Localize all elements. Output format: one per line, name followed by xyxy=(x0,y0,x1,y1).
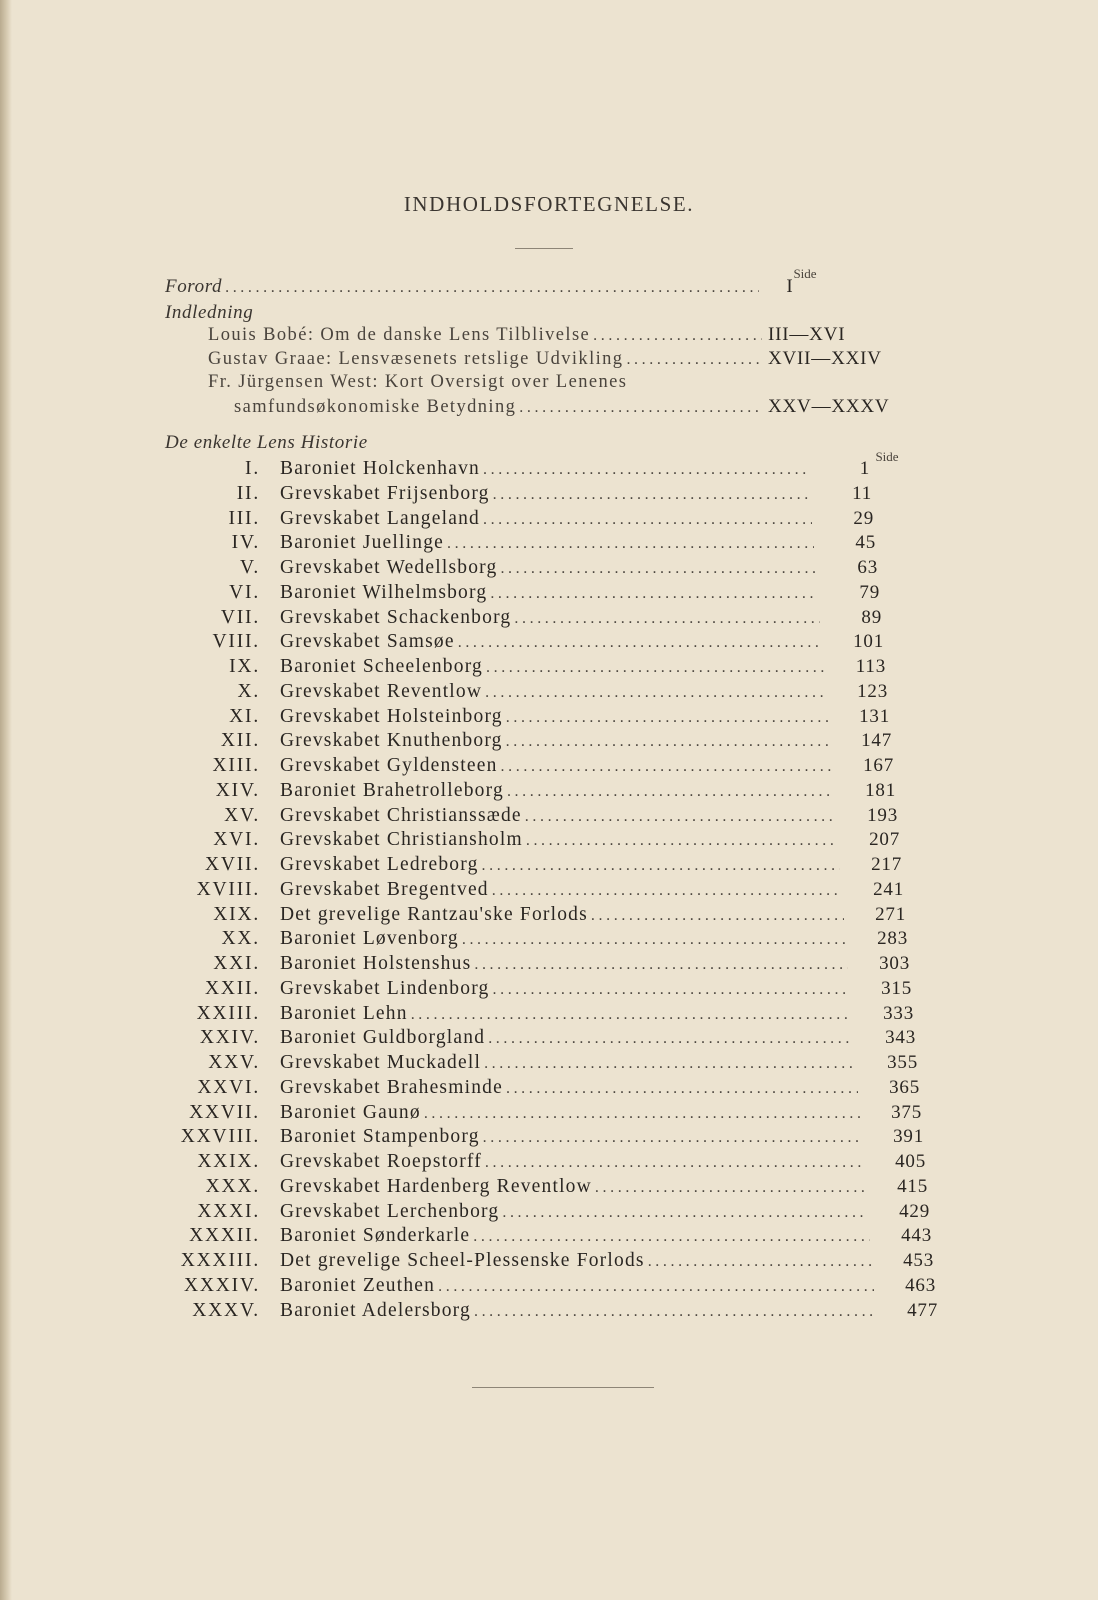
toc-entry xyxy=(150,1201,930,1223)
leader-dots xyxy=(593,327,762,345)
entry-page: 167 xyxy=(863,755,894,776)
entry-number: XXI. xyxy=(213,953,260,974)
leader-dots xyxy=(484,1055,856,1073)
leader-dots xyxy=(493,981,851,999)
entry-number: I. xyxy=(245,458,260,479)
entry-page: 405 xyxy=(895,1151,926,1172)
entry-name: Baroniet Løvenborg xyxy=(280,928,459,950)
entry-name: Grevskabet Gyldensteen xyxy=(280,755,498,776)
entry-name: Grevskabet Reventlow xyxy=(280,680,483,702)
toc-entry xyxy=(150,582,880,604)
entry-name: Det grevelige Rantzau'ske Forlods xyxy=(280,903,588,925)
entry-page: 375 xyxy=(891,1101,922,1123)
entry-number: XI. xyxy=(229,705,260,727)
leader-dots xyxy=(411,1006,852,1024)
entry-page: 113 xyxy=(855,656,886,677)
entry-name: Grevskabet Christiansholm xyxy=(280,829,523,851)
leader-dots xyxy=(225,279,759,297)
entry-number: XV. xyxy=(224,804,260,826)
toc-entry xyxy=(150,978,912,1000)
entry-name: Grevskabet Brahesminde xyxy=(280,1076,503,1098)
toc-entry xyxy=(150,829,900,851)
toc-entry xyxy=(150,1300,938,1322)
entry-number: XXIV. xyxy=(199,1027,260,1049)
toc-entry xyxy=(150,879,904,901)
leader-dots xyxy=(626,351,762,369)
toc-entry xyxy=(150,656,886,678)
entry-number: XXIX. xyxy=(197,1151,260,1172)
leader-dots xyxy=(502,1204,868,1222)
entry-number: XVI. xyxy=(213,829,260,851)
end-divider xyxy=(472,1387,654,1388)
entry-name: Baroniet Stampenborg xyxy=(280,1126,480,1148)
leader-dots xyxy=(438,1278,874,1296)
entry-number: XXXI. xyxy=(197,1200,260,1222)
toc-entry xyxy=(150,1225,932,1247)
entry-page: 283 xyxy=(877,928,908,950)
entry-page: 391 xyxy=(893,1126,924,1148)
forord-label: Forord xyxy=(165,276,223,297)
leader-dots xyxy=(447,535,814,553)
leader-dots xyxy=(501,758,832,776)
entry-name: Baroniet Guldborgland xyxy=(280,1027,486,1049)
toc-entry xyxy=(150,1176,928,1198)
leader-dots xyxy=(514,610,820,628)
toc-entry xyxy=(150,805,898,827)
entry-page: 241 xyxy=(873,878,904,900)
entry-page: 89 xyxy=(861,606,882,628)
entry-number: XXXIII. xyxy=(180,1250,260,1271)
entry-name: Grevskabet Muckadell xyxy=(280,1052,482,1073)
entry-page: 11 xyxy=(852,482,872,504)
entry-number: XII. xyxy=(220,730,260,752)
leader-dots xyxy=(591,907,844,925)
entry-page: 443 xyxy=(901,1225,932,1247)
entry-name: Grevskabet Wedellsborg xyxy=(280,557,498,578)
entry-number: II. xyxy=(236,482,260,504)
leader-dots xyxy=(474,1303,876,1321)
entry-number: III. xyxy=(228,507,260,529)
toc-entry xyxy=(150,1275,936,1297)
entry-page: 123 xyxy=(857,680,888,702)
toc-entry xyxy=(150,780,896,802)
toc-entry xyxy=(150,681,888,703)
intro-item-west xyxy=(234,396,908,418)
leader-dots xyxy=(485,684,826,702)
entry-name: Baroniet Brahetrolleborg xyxy=(280,779,504,801)
toc-entry xyxy=(150,706,890,728)
entry-name: Baroniet Holckenhavn xyxy=(280,458,480,479)
leader-dots xyxy=(507,783,834,801)
entry-name: Grevskabet Lerchenborg xyxy=(280,1200,500,1222)
title-divider xyxy=(515,248,573,249)
entry-name: Baroniet Sønderkarle xyxy=(280,1225,471,1247)
entry-page: 453 xyxy=(903,1250,934,1271)
entry-number: VI. xyxy=(229,581,260,603)
entry-name: Grevskabet Holsteinborg xyxy=(280,705,503,727)
toc-entry xyxy=(150,631,884,653)
leader-dots xyxy=(506,709,828,727)
entry-page: 303 xyxy=(879,953,910,974)
entry-name: Grevskabet Schackenborg xyxy=(280,606,512,628)
leader-dots xyxy=(424,1105,860,1123)
leader-dots xyxy=(486,659,824,677)
entry-name: Grevskabet Knuthenborg xyxy=(280,730,503,752)
entry-name: Baroniet Holstenshus xyxy=(280,953,472,974)
toc-entry xyxy=(150,928,908,950)
entry-page: 217 xyxy=(871,854,902,875)
entry-number: X. xyxy=(237,680,260,702)
entry-name: Grevskabet Lindenborg xyxy=(280,977,490,999)
toc-entry xyxy=(150,557,878,579)
side-label-lens: Side xyxy=(875,449,899,464)
intro-item-page: XXV—XXXV xyxy=(768,396,890,417)
entry-page: 477 xyxy=(907,1299,938,1321)
toc-entry xyxy=(150,953,910,975)
entry-number: XXXIV. xyxy=(184,1274,260,1296)
toc-entry-forord xyxy=(165,276,815,298)
entry-number: XXXII. xyxy=(189,1225,260,1247)
entry-number: XVIII. xyxy=(196,878,260,900)
entry-number: XIV. xyxy=(215,779,260,801)
leader-dots xyxy=(482,857,840,875)
entry-number: XIII. xyxy=(212,755,260,776)
page-title: INDHOLDSFORTEGNELSE. xyxy=(403,192,695,216)
leader-dots xyxy=(506,1080,858,1098)
entry-number: XXX. xyxy=(205,1175,260,1197)
leader-dots xyxy=(519,399,762,417)
entry-number: XX. xyxy=(221,928,260,950)
leader-dots xyxy=(490,585,818,603)
entry-page: 1 xyxy=(859,458,870,479)
entry-name: Grevskabet Bregentved xyxy=(280,878,489,900)
intro-item-title: Louis Bobé: Om de danske Lens Tilblivelse xyxy=(208,325,591,345)
entry-page: 343 xyxy=(885,1027,916,1049)
entry-page: 79 xyxy=(859,581,880,603)
entry-name: Grevskabet Samsøe xyxy=(280,631,455,653)
leader-dots xyxy=(488,1030,854,1048)
entry-page: 271 xyxy=(875,903,906,925)
intro-item-west-line1: Fr. Jürgensen West: Kort Oversigt over Lenenes xyxy=(208,372,628,392)
leader-dots xyxy=(500,560,816,578)
toc-entry xyxy=(150,458,870,480)
intro-item-title: samfundsøkonomiske Betydning xyxy=(234,397,517,417)
entry-page: 207 xyxy=(869,829,900,851)
entry-number: XXVII. xyxy=(189,1101,260,1123)
leader-dots xyxy=(493,486,810,504)
toc-entry xyxy=(150,1151,926,1173)
entry-name: Grevskabet Hardenberg Reventlow xyxy=(280,1175,592,1197)
intro-item-page: III—XVI xyxy=(768,324,846,345)
entry-number: XIX. xyxy=(213,903,260,925)
toc-entry xyxy=(150,1102,922,1124)
entry-name: Grevskabet Roepstorff xyxy=(280,1151,482,1172)
intro-heading: Indledning xyxy=(165,302,254,323)
toc-entry xyxy=(150,1003,914,1025)
entry-number: XXIII. xyxy=(196,1002,260,1024)
intro-item-title: Gustav Graae: Lensvæsenets retslige Udvikling xyxy=(208,349,624,369)
forord-page: I xyxy=(786,276,794,297)
leader-dots xyxy=(458,634,822,652)
lens-heading: De enkelte Lens Historie xyxy=(165,432,368,453)
entry-name: Det grevelige Scheel-Plessenske Forlods xyxy=(280,1250,645,1271)
leader-dots xyxy=(525,808,836,826)
toc-entry xyxy=(150,1052,918,1074)
toc-entry xyxy=(150,730,892,752)
entry-number: IV. xyxy=(231,532,260,554)
entry-page: 429 xyxy=(899,1200,930,1222)
toc-entry xyxy=(150,607,882,629)
leader-dots xyxy=(492,882,842,900)
leader-dots xyxy=(483,1129,862,1147)
entry-name: Baroniet Adelersborg xyxy=(280,1299,471,1321)
leader-dots xyxy=(474,956,848,974)
entry-number: VIII. xyxy=(212,631,260,653)
entry-page: 45 xyxy=(855,532,876,554)
toc-entry xyxy=(150,1250,934,1272)
entry-page: 181 xyxy=(865,779,896,801)
entry-page: 365 xyxy=(889,1076,920,1098)
entry-page: 29 xyxy=(853,507,874,529)
entry-number: VII. xyxy=(220,606,260,628)
toc-entry xyxy=(150,755,894,777)
entry-number: V. xyxy=(239,557,260,578)
leader-dots xyxy=(506,733,830,751)
entry-number: XXVI. xyxy=(197,1076,260,1098)
entry-name: Grevskabet Christianssæde xyxy=(280,804,522,826)
entry-name: Grevskabet Ledreborg xyxy=(280,854,479,875)
leader-dots xyxy=(483,511,812,529)
leader-dots xyxy=(483,461,808,479)
intro-item-page: XVII—XXIV xyxy=(768,348,882,369)
entry-number: XXV. xyxy=(208,1052,260,1073)
toc-entry xyxy=(150,483,872,505)
toc-entry xyxy=(150,1126,924,1148)
toc-entry xyxy=(150,532,876,554)
entry-number: XXVIII. xyxy=(180,1126,260,1148)
toc-entry xyxy=(150,1027,916,1049)
side-label-top: Side xyxy=(793,266,817,281)
entry-page: 147 xyxy=(861,730,892,752)
toc-entry xyxy=(150,1077,920,1099)
entry-page: 63 xyxy=(857,557,878,578)
leader-dots xyxy=(526,832,838,850)
entry-name: Baroniet Wilhelmsborg xyxy=(280,581,488,603)
entry-number: IX. xyxy=(229,656,260,677)
entry-page: 463 xyxy=(905,1274,936,1296)
toc-entry xyxy=(150,508,874,530)
entry-page: 315 xyxy=(881,977,912,999)
intro-item-bobe xyxy=(208,324,908,346)
entry-page: 415 xyxy=(897,1175,928,1197)
entry-name: Baroniet Gaunø xyxy=(280,1101,421,1123)
entry-name: Baroniet Lehn xyxy=(280,1002,408,1024)
entry-name: Baroniet Juellinge xyxy=(280,532,445,554)
entry-page: 193 xyxy=(867,804,898,826)
entry-number: XXXV. xyxy=(192,1299,260,1321)
entry-page: 333 xyxy=(883,1002,914,1024)
leader-dots xyxy=(473,1228,870,1246)
intro-item-graae xyxy=(208,348,908,370)
entry-page: 131 xyxy=(859,705,890,727)
entry-name: Baroniet Zeuthen xyxy=(280,1274,436,1296)
entry-number: XVII. xyxy=(204,854,260,875)
entry-number: XXII. xyxy=(204,977,260,999)
entry-page: 355 xyxy=(887,1052,918,1073)
leader-dots xyxy=(648,1253,872,1271)
leader-dots xyxy=(485,1154,864,1172)
toc-entry xyxy=(150,904,906,926)
leader-dots xyxy=(595,1179,866,1197)
toc-entry xyxy=(150,854,902,876)
entry-name: Baroniet Scheelenborg xyxy=(280,656,483,677)
entry-name: Grevskabet Langeland xyxy=(280,507,480,529)
entry-page: 101 xyxy=(853,631,884,653)
entry-name: Grevskabet Frijsenborg xyxy=(280,482,490,504)
leader-dots xyxy=(462,931,846,949)
